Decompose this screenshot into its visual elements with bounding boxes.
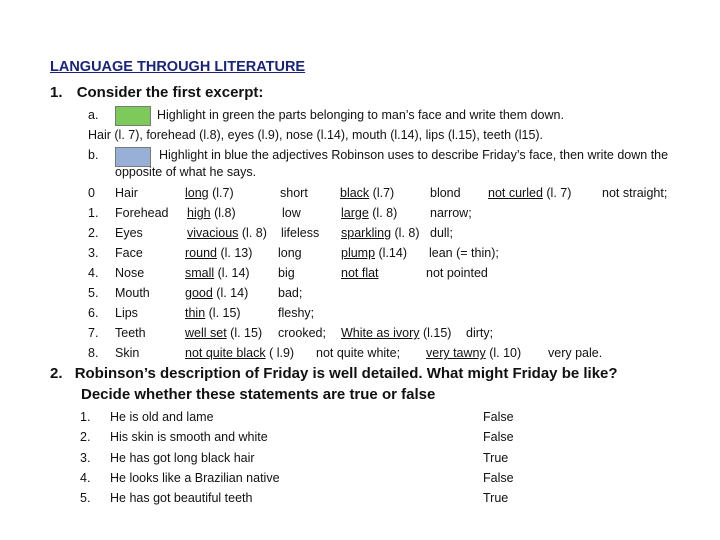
question-text: Robinson’s description of Friday is well detailed. What might Friday be like? [74,365,618,382]
statement-answer: False [483,430,514,444]
adjective-cell: good (l. 14) [185,286,249,300]
opposite-cell: bad; [278,286,303,300]
statement-answer: True [483,451,509,465]
adjective-cell: thin (l. 15) [185,306,241,320]
opposite-cell: blond [430,186,461,200]
row-number: 0 [88,186,95,200]
item-b-instruction-continued: opposite of what he says. [115,165,257,179]
adjective-cell: high (l.8) [187,206,236,220]
adjective-cell: large (l. 8) [341,206,398,220]
item-a-answer: Hair (l. 7), forehead (l.8), eyes (l.9), nose (l.14), mouth (l.14), lips (l.15), teeth (l15). [88,128,544,142]
opposite-cell: low [282,206,301,220]
statement-number: 1. [80,410,91,424]
question-2-heading [50,365,618,382]
statement-text: He has got long black hair [110,451,255,465]
opposite-cell: lean (= thin); [429,246,499,260]
opposite-cell: not pointed [426,266,488,280]
statement-answer: False [483,410,514,424]
opposite-cell: big [278,266,295,280]
face-part: Face [115,246,143,260]
face-part: Teeth [115,326,146,340]
face-part: Hair [115,186,138,200]
row-number: 8. [88,346,99,360]
opposite-cell: narrow; [430,206,472,220]
adjective-cell: well set (l. 15) [185,326,263,340]
face-part: Skin [115,346,140,360]
adjective-cell: black (l.7) [340,186,395,200]
adjective-cell: sparkling (l. 8) [341,226,420,240]
opposite-cell: short [280,186,308,200]
opposite-cell: very pale. [548,346,603,360]
opposite-cell: not straight; [602,186,668,200]
adjective-cell: very tawny (l. 10) [426,346,522,360]
item-a-label: a. [88,108,99,122]
statement-text: He has got beautiful teeth [110,491,253,505]
face-part: Forehead [115,206,169,220]
face-part: Nose [115,266,145,280]
question-text: Consider the first excerpt: [76,84,264,101]
opposite-cell: fleshy; [278,306,315,320]
adjective-cell: not quite black ( l.9) [185,346,295,360]
question-1-heading [50,84,263,101]
adjective-cell: small (l. 14) [185,266,250,280]
opposite-cell: long [278,246,302,260]
row-number: 6. [88,306,99,320]
statement-number: 5. [80,491,91,505]
statement-text: His skin is smooth and white [110,430,268,444]
face-part: Lips [115,306,138,320]
row-number: 7. [88,326,99,340]
statement-number: 4. [80,471,91,485]
opposite-cell: dull; [430,226,453,240]
statement-answer: True [483,491,509,505]
blue-highlight-swatch [115,147,151,167]
question-number: 2. [50,365,63,382]
row-number: 3. [88,246,99,260]
item-b-instruction: Highlight in blue the adjectives Robinson uses to describe Friday’s face, then write down the [159,148,669,162]
statement-answer: False [483,471,514,485]
question-number: 1. [50,84,63,101]
adjective-cell: White as ivory (l.15) [341,326,452,340]
item-a-instruction: Highlight in green the parts belonging to man’s face and write them down. [157,108,564,122]
row-number: 5. [88,286,99,300]
page-title: LANGUAGE THROUGH LITERATURE [50,59,306,75]
opposite-cell: crooked; [278,326,326,340]
opposite-cell: lifeless [281,226,320,240]
opposite-cell: dirty; [466,326,494,340]
green-highlight-swatch [115,106,151,126]
row-number: 2. [88,226,99,240]
adjective-cell: vivacious (l. 8) [187,226,267,240]
statement-number: 3. [80,451,91,465]
adjective-cell: round (l. 13) [185,246,253,260]
adjective-cell: not curled (l. 7) [488,186,572,200]
statement-text: He looks like a Brazilian native [110,471,280,485]
adjective-cell: plump (l.14) [341,246,407,260]
statement-text: He is old and lame [110,410,214,424]
opposite-cell: not quite white; [316,346,401,360]
row-number: 4. [88,266,99,280]
item-b-label: b. [88,148,99,162]
row-number: 1. [88,206,99,220]
question-2-instruction: Decide whether these statements are true or false [81,386,436,403]
statement-number: 2. [80,430,91,444]
adjective-cell: not flat [341,266,379,280]
adjective-cell: long (l.7) [185,186,234,200]
face-part: Eyes [115,226,143,240]
face-part: Mouth [115,286,150,300]
